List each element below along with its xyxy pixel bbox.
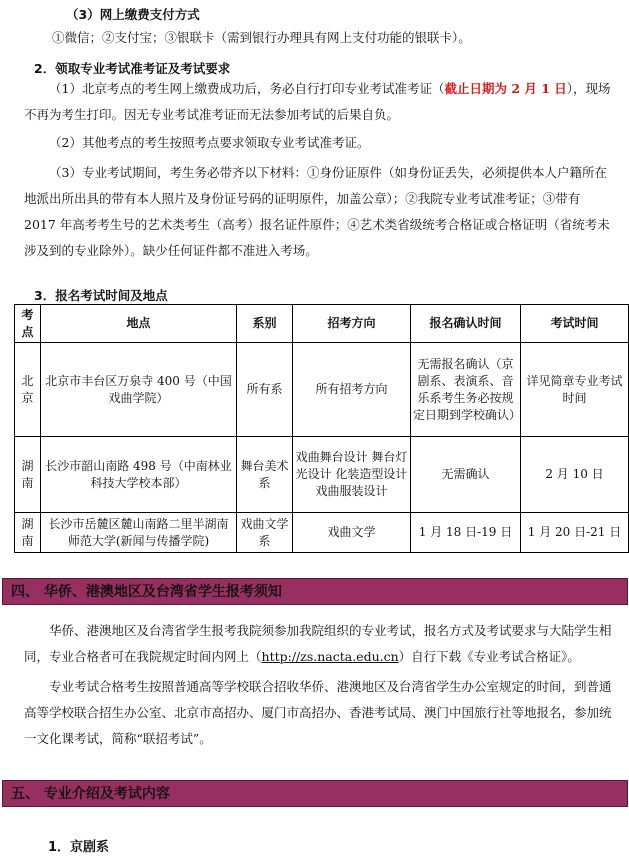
cell-address: 长沙市韶山南路 498 号（中南林业科技大学校本部） — [41, 437, 237, 513]
cell-address: 长沙市岳麓区麓山南路二里半湖南师范大学(新闻与传播学院) — [41, 513, 237, 553]
cell-exam: 2 月 10 日 — [521, 437, 629, 513]
cell-confirm: 无需报名确认（京剧系、表演系、音乐系考生务必按规定日期到学校确认） — [411, 343, 521, 437]
table-row — [15, 437, 629, 513]
table-row — [15, 513, 629, 553]
pay-heading: （3）网上缴费支付方式 — [66, 7, 200, 22]
cell-dept: 舞台美术系 — [237, 437, 293, 513]
section3-heading: 3．报名考试时间及地点 — [34, 288, 168, 303]
cell-exam: 1 月 20 日-21 日 — [521, 513, 629, 553]
section4-banner: 四、 华侨、港澳地区及台湾省学生报考须知 — [2, 578, 628, 605]
cell-address: 北京市丰台区万泉寺 400 号（中国戏曲学院） — [41, 343, 237, 437]
table-header-row — [15, 305, 629, 343]
section4-para2: 专业考试合格考生按照普通高等学校联合招收华侨、港澳地区及台湾省学生办公室规定的时间，到普通高等学校联合招生办公室、北京市高招办、厦门市高招办、香港考试局、澳门中国旅行社等地报名，参加统一文化课考试，简称“联招考试”。 — [24, 679, 612, 746]
cell-confirm: 1 月 18 日-19 日 — [411, 513, 521, 553]
cell-dept: 戏曲文学系 — [237, 513, 293, 553]
header-site: 考点 — [15, 305, 41, 343]
cell-dept: 所有系 — [237, 343, 293, 437]
cell-direction: 所有招考方向 — [293, 343, 411, 437]
cell-direction: 戏曲文学 — [293, 513, 411, 553]
cell-direction: 戏曲舞台设计 舞台灯光设计 化装造型设计 戏曲服装设计 — [293, 437, 411, 513]
table-row — [15, 343, 629, 437]
section2-para3: （3）专业考试期间，考生务必带齐以下材料：①身份证原件（如身份证丢失，必须提供本人户籍所在地派出所出具的带有本人照片及身份证号码的证明原件，加盖公章）；②我院专业考试准考证；③带有 2017 年高考考生号的艺术类考生（高考）报名证件原件；④艺术类省级统考合格证或合格证明（省统考未涉及到的专业除外）。缺少任何证件都不准进入考场。 — [24, 165, 610, 258]
header-exam: 考试时间 — [521, 305, 629, 343]
section2-para2: （2）其他考点的考生按照考点要求领取专业考试准考证。 — [49, 135, 370, 150]
cell-site: 北京 — [15, 343, 41, 437]
section2-heading: 2．领取专业考试准考证及考试要求 — [34, 61, 231, 76]
header-dept: 系别 — [237, 305, 293, 343]
section5-sub1: 1．京剧系 — [48, 840, 110, 855]
cell-exam: 详见简章专业考试时间 — [521, 343, 629, 437]
cell-site: 湖南 — [15, 437, 41, 513]
admissions-link[interactable]: http://zs.nacta.edu.cn — [261, 649, 399, 664]
cell-confirm: 无需确认 — [411, 437, 521, 513]
header-confirm: 报名确认时间 — [411, 305, 521, 343]
deadline-highlight: 截止日期为 2 月 1 日 — [444, 81, 567, 96]
section2-para1: （1）北京考点的考生网上缴费成功后，务必自行打印专业考试准考证（截止日期为 2 月 1 日），现场不再为考生打印。因无专业考试准考证而无法参加考试的后果自负。 — [24, 81, 611, 122]
schedule-table — [14, 304, 629, 553]
header-direction: 招考方向 — [293, 305, 411, 343]
header-address: 地点 — [41, 305, 237, 343]
pay-methods: ①微信；②支付宝；③银联卡（需到银行办理具有网上支付功能的银联卡）。 — [52, 30, 471, 45]
section4-para1: 华侨、港澳地区及台湾省学生报考我院须参加我院组织的专业考试，报名方式及考试要求与大陆学生相同，专业合格者可在我院规定时间内网上（http://zs.nacta.edu.cn）自行下载《专业考试合格证》。 — [24, 623, 612, 664]
section5-banner: 五、 专业介绍及考试内容 — [2, 780, 628, 807]
cell-site: 湖南 — [15, 513, 41, 553]
